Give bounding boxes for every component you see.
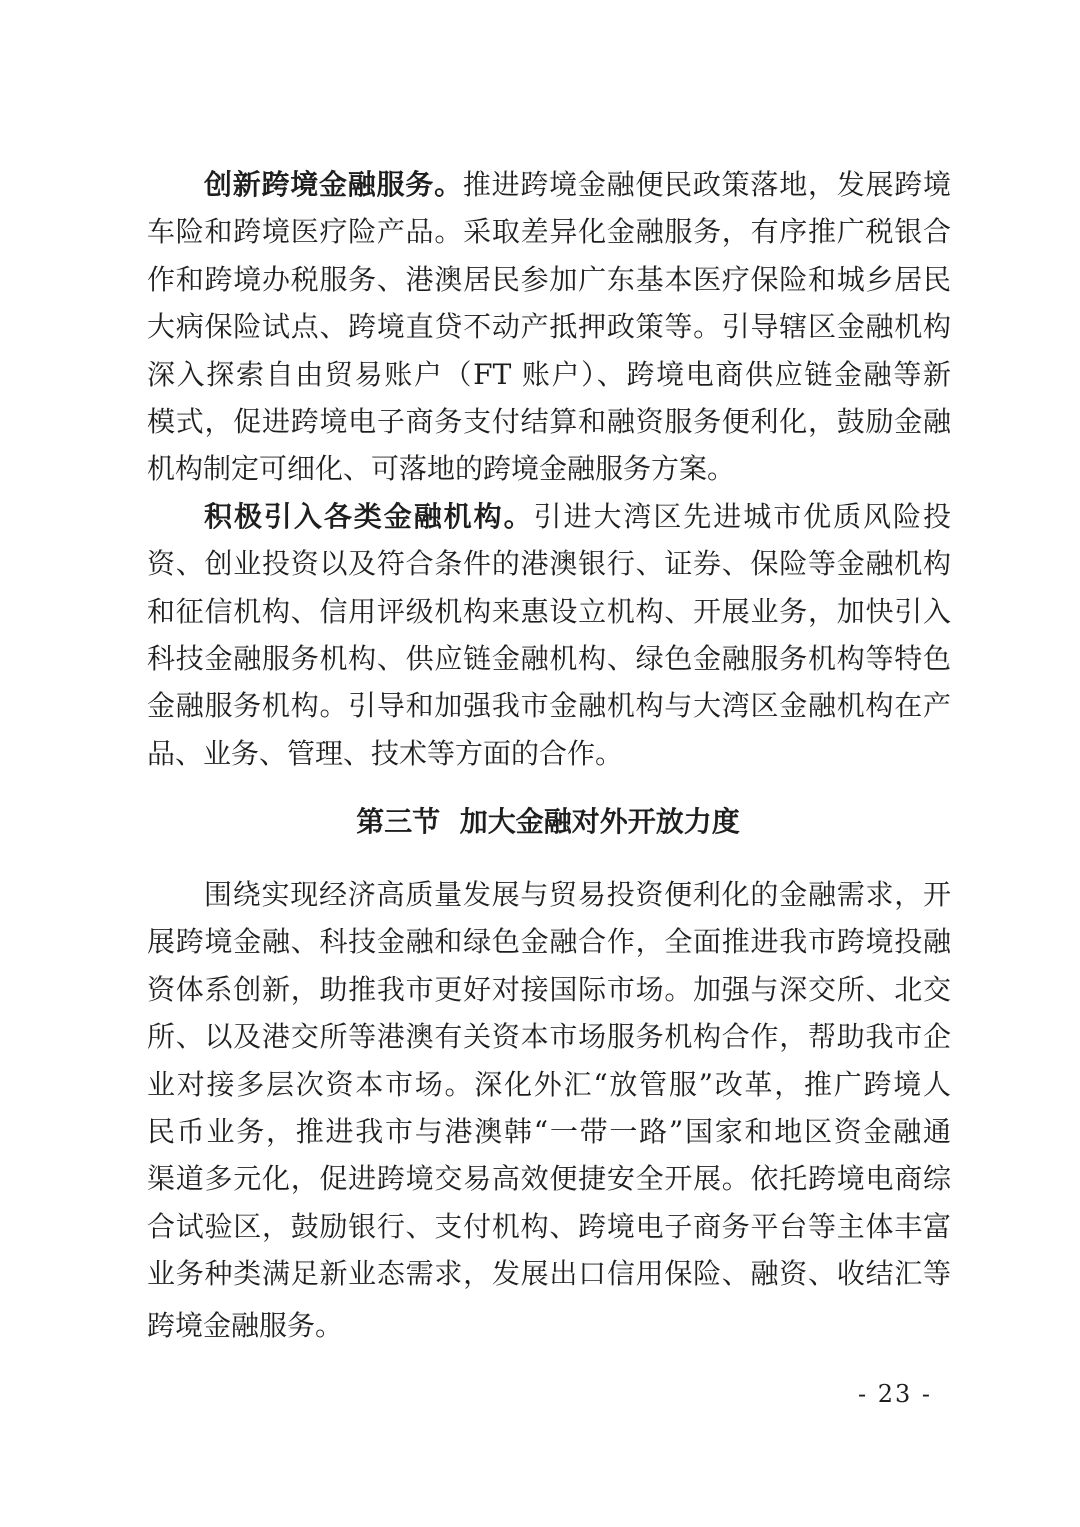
text-line: 和征信机构、信用评级机构来惠设立机构、开展业务，加快引入 — [147, 594, 951, 628]
text-line: 跨境金融服务。 — [147, 1308, 344, 1342]
text-line: 金融服务机构。引导和加强我市金融机构与大湾区金融机构在产 — [147, 689, 951, 723]
text-line: 资、创业投资以及符合条件的港澳银行、证券、保险等金融机构 — [147, 547, 951, 581]
text-line — [147, 493, 951, 540]
text-line: 民币业务，推进我市与港澳韩“一带一路”国家和地区资金融通 — [147, 1114, 951, 1148]
paragraph-financial-institutions — [147, 493, 951, 777]
text-line: 围绕实现经济高质量发展与贸易投资便利化的金融需求，开 — [204, 878, 951, 911]
section-heading: 第三节 加大金融对外开放力度 — [356, 805, 740, 838]
text-line: 展跨境金融、科技金融和绿色金融合作，全面推进我市跨境投融 — [147, 925, 951, 959]
body-text-upper — [147, 161, 951, 777]
text-line: 模式，促进跨境电子商务支付结算和融资服务便利化，鼓励金融 — [147, 404, 951, 438]
paragraph-lead: 创新跨境金融服务。 — [204, 168, 463, 201]
text-line — [147, 161, 951, 208]
text-line: 业务种类满足新业态需求，发展出口信用保险、融资、收结汇等 — [147, 1257, 951, 1291]
text-line: 科技金融服务机构、供应链金融机构、绿色金融服务机构等特色 — [147, 641, 951, 675]
text-line: 机构制定可细化、可落地的跨境金融服务方案。 — [147, 452, 736, 486]
text-line: 车险和跨境医疗险产品。采取差异化金融服务，有序推广税银合 — [147, 215, 951, 249]
text-line: 业对接多层次资本市场。深化外汇“放管服”改革，推广跨境人 — [147, 1067, 951, 1101]
text-line: 渠道多元化，促进跨境交易高效便捷安全开展。依托跨境电商综 — [147, 1162, 951, 1196]
text-fragment: 引进大湾区先进城市优质风险投 — [533, 499, 951, 533]
page-number: - 23 - — [858, 1380, 933, 1408]
text-line: 合试验区，鼓励银行、支付机构、跨境电子商务平台等主体丰富 — [147, 1209, 951, 1243]
text-line: 深入探索自由贸易账户（FT 账户）、跨境电商供应链金融等新 — [147, 357, 951, 391]
text-fragment: 推进跨境金融便民政策落地，发展跨境 — [462, 168, 951, 201]
text-line: 作和跨境办税服务、港澳居民参加广东基本医疗保险和城乡居民 — [147, 262, 951, 296]
text-line: 大病保险试点、跨境直贷不动产抵押政策等。引导辖区金融机构 — [147, 310, 951, 344]
paragraph-cross-border-services — [147, 161, 951, 493]
text-line: 资体系创新，助推我市更好对接国际市场。加强与深交所、北交 — [147, 972, 951, 1006]
paragraph-lead: 积极引入各类金融机构。 — [204, 499, 534, 533]
section-paragraph — [147, 871, 951, 1349]
text-line: 品、业务、管理、技术等方面的合作。 — [147, 736, 624, 770]
text-line: 所、以及港交所等港澳有关资本市场服务机构合作，帮助我市企 — [147, 1020, 951, 1054]
